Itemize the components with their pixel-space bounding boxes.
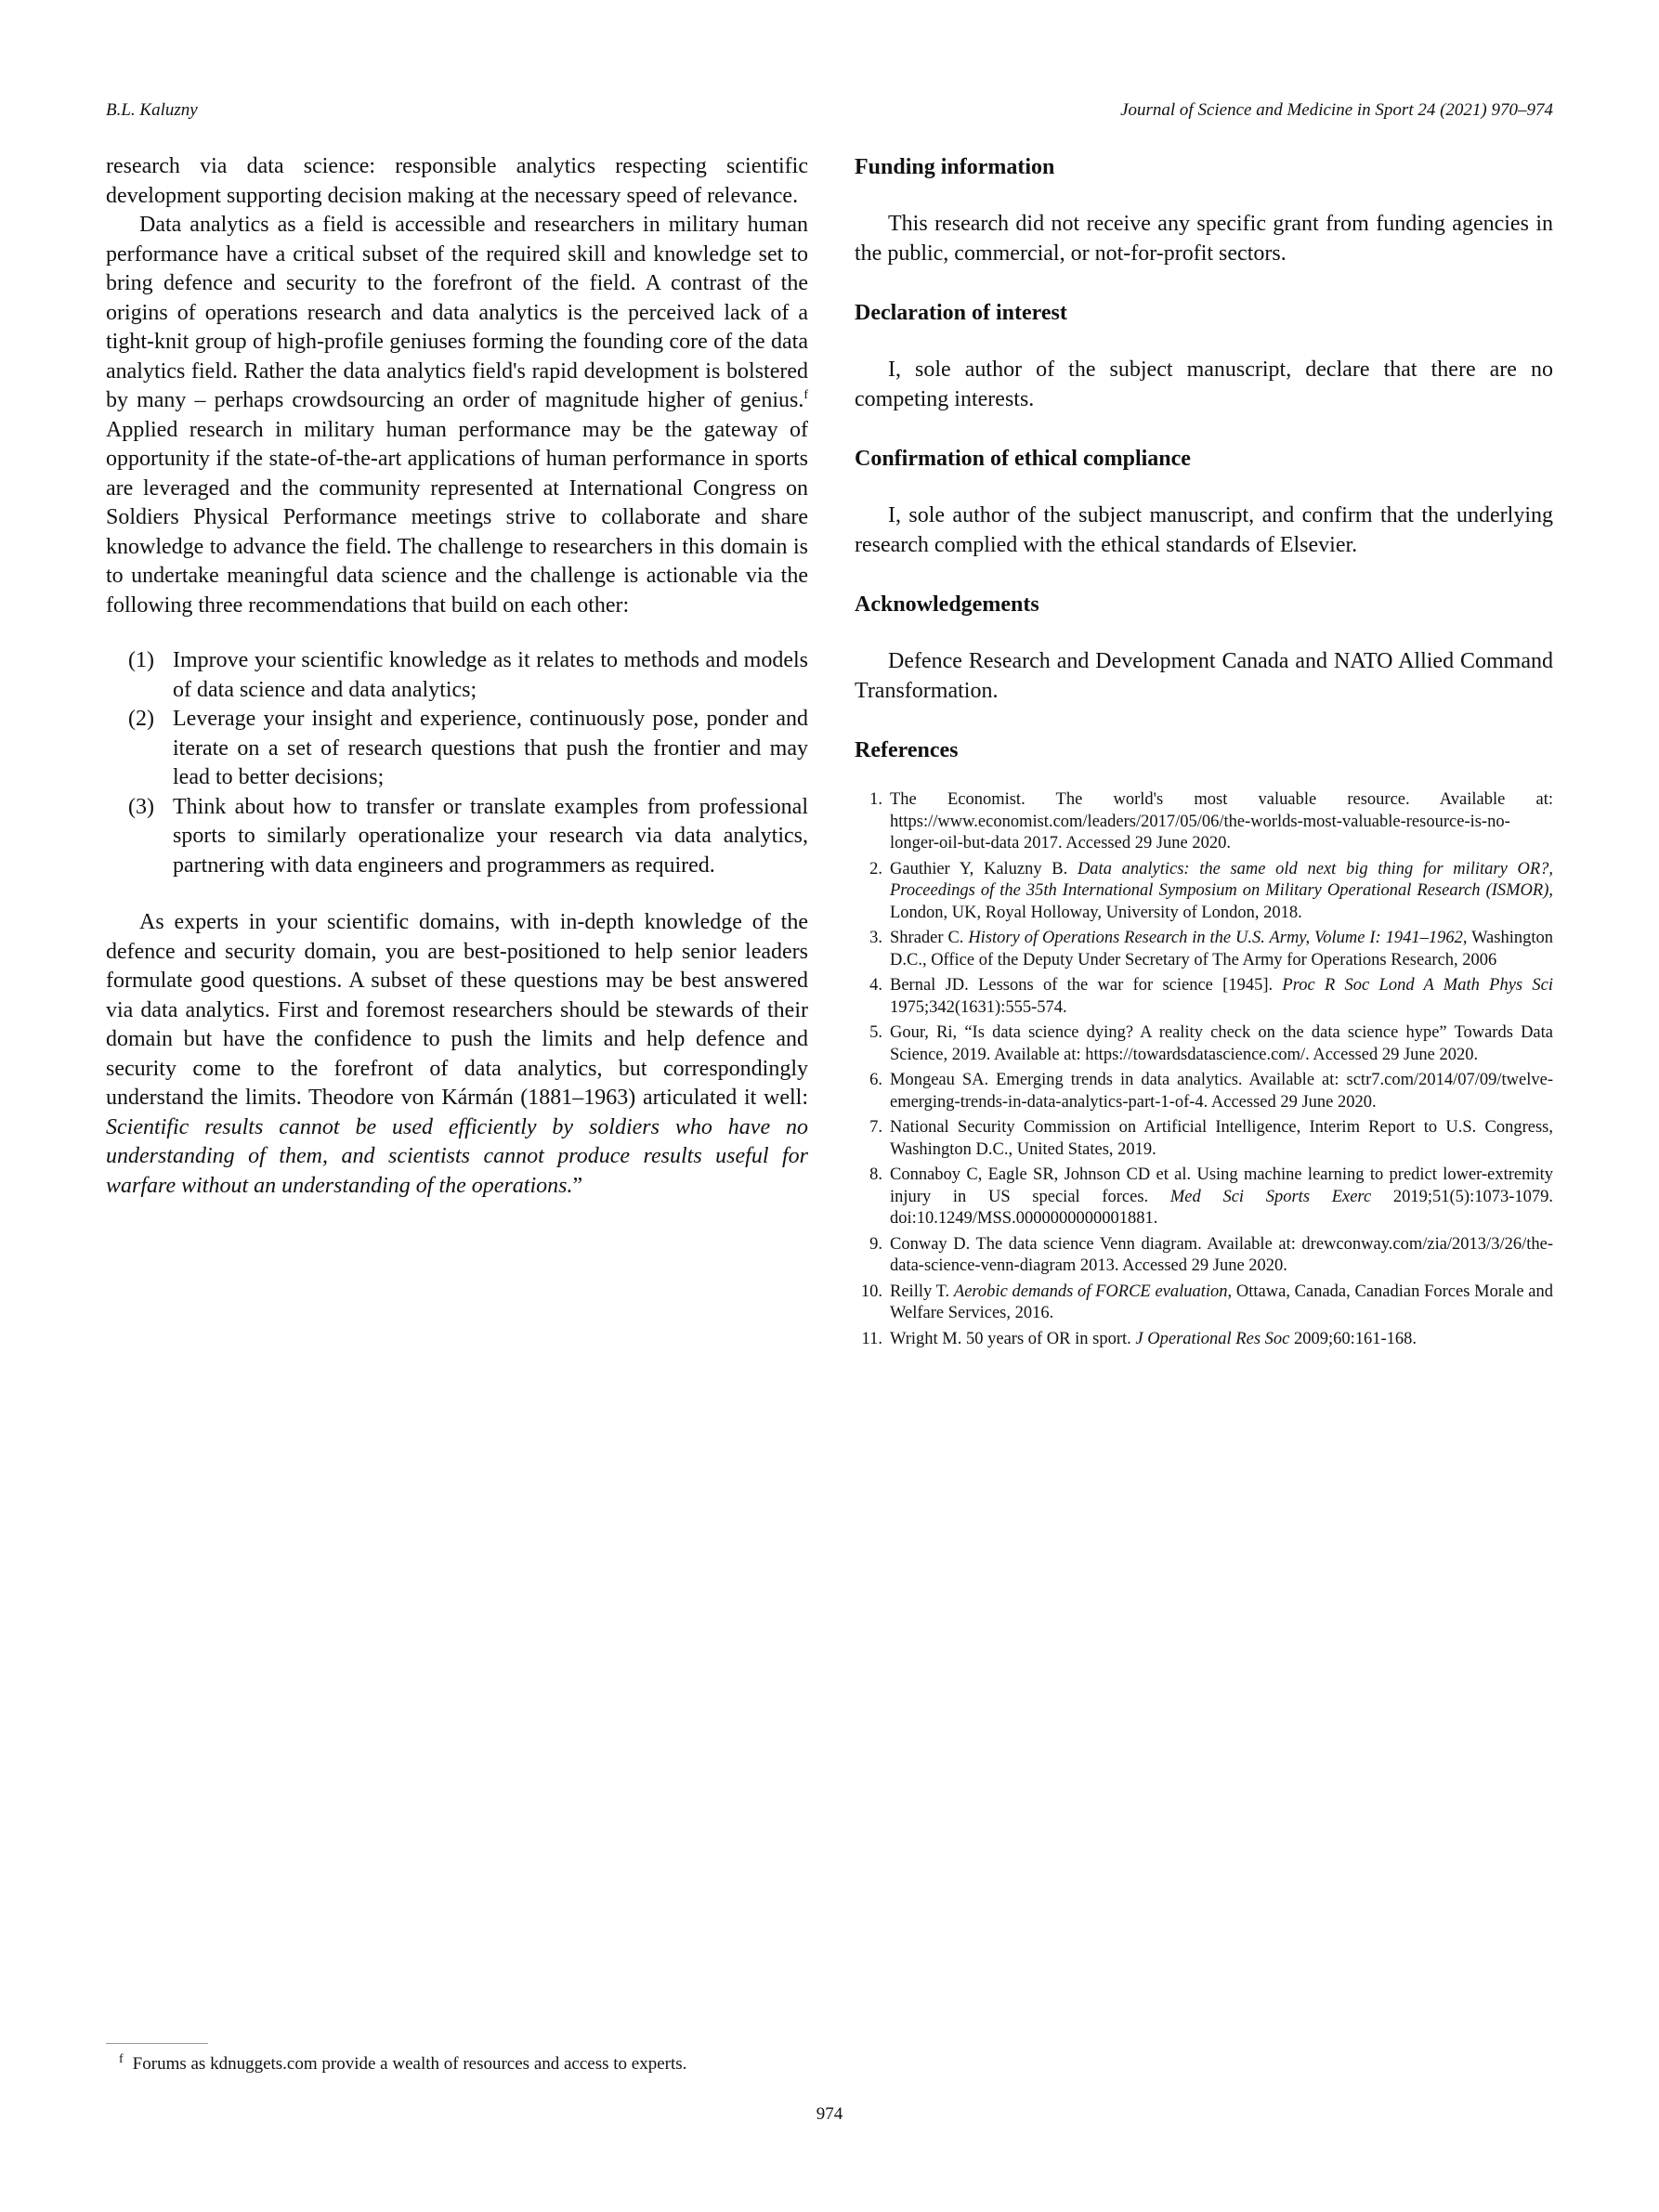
quote: Scientific results cannot be used efficiently by soldiers who have no understanding of them, and scientists cannot produce results useful for warfare without an understanding of the operations.	[106, 1114, 808, 1198]
footnote: $^f$ Forums as kdnuggets.com provide a wealth of resources and access to experts.	[119, 2051, 687, 2074]
section-title: Confirmation of ethical compliance	[855, 447, 1191, 471]
reference-item: 11. Wright M. 50 years of OR in sport. J Operational Res Soc 2009;60:161-168.	[861, 1329, 1417, 1348]
list-item: (3) Think about how to transfer or translate examples from professional sports to similarly operationalize your research via data analytics, partnering with data engineers and programmers as required.	[128, 794, 808, 878]
reference-item: 3. Shrader C. History of Operations Research in the U.S. Army, Volume I: 1941–1962, Washington D.C., Office of the Deputy Under Secretary of The Army for Operations Research, 2006	[869, 929, 1553, 969]
section-body: This research did not receive any specific grant from funding agencies in the public, commercial, or not-for-profit sectors.	[855, 212, 1553, 266]
references-list	[855, 789, 1553, 1350]
list-item: (2) Leverage your insight and experience, continuously pose, ponder and iterate on a set of research questions that push the frontier and may lead to better decisions;	[128, 707, 808, 789]
section-body: I, sole author of the subject manuscript, and confirm that the underlying research complied with the ethical standards of Elsevier.	[855, 503, 1553, 557]
reference-item: 4. Bernal JD. Lessons of the war for science [1945]. Proc R Soc Lond A Math Phys Sci 1975;342(1631):555-574.	[869, 976, 1553, 1017]
page-number: 974	[816, 2104, 843, 2124]
recommendations-list	[106, 646, 808, 880]
footnote-mark[interactable]: f	[803, 388, 808, 402]
footnote-divider	[106, 2043, 208, 2044]
reference-item: 6. Mongeau SA. Emerging trends in data analytics. Available at: sctr7.com/2014/07/09/twelve-emerging-trends-in-data-analytics-part-1-of-4. Accessed 29 June 2020.	[869, 1071, 1553, 1112]
reference-item: 8. Connaboy C, Eagle SR, Johnson CD et al. Using machine learning to predict lower-extremity injury in US special forces. Med Sci Sports Exerc 2019;51(5):1073-1079. doi:10.1249/MSS.0000000000001881.	[869, 1165, 1553, 1228]
right-column	[855, 152, 1553, 1354]
footnote-mark: f	[119, 2051, 124, 2066]
header-author: B.L. Kaluzny	[106, 100, 198, 120]
section-title: Funding information	[855, 155, 1055, 179]
section-title: Acknowledgements	[855, 592, 1039, 617]
paragraph: As experts in your scientific domains, with in-depth knowledge of the defence and security domain, you are best-positioned to help senior leaders formulate good questions. A subset of these questions may be best answered via data analytics. First and foremost researchers should be stewards of their domain but have the confidence to push the limits and help defence and security come to the forefront of data analytics, but correspondingly understand the limits. Theodore von Kármán (1881–1963) articulated it well: Scientific results cannot be used efficiently by soldiers who have no understanding of them, and scientists cannot produce results useful for warfare without an understanding of the operations.”	[106, 910, 808, 1198]
references-title: References	[855, 738, 959, 762]
reference-item: 9. Conway D. The data science Venn diagram. Available at: drewconway.com/zia/2013/3/26/the-data-science-venn-diagram 2013. Accessed 29 June 2020.	[869, 1234, 1553, 1275]
reference-item: 1. The Economist. The world's most valuable resource. Available at: https://www.economist.com/leaders/2017/05/06/the-worlds-most-valuable-resource-is-no-longer-oil-but-data 2017. Accessed 29 June 2020.	[869, 790, 1553, 852]
section-title: Declaration of interest	[855, 301, 1067, 325]
reference-item: 7. National Security Commission on Artificial Intelligence, Interim Report to U.S. Congress, Washington D.C., United States, 2019.	[869, 1118, 1553, 1159]
paragraph: research via data science: responsible analytics respecting scientific development supporting decision making at the necessary speed of relevance.	[106, 154, 808, 208]
reference-item: 10. Reilly T. Aerobic demands of FORCE evaluation, Ottawa, Canada, Canadian Forces Morale and Welfare Services, 2016.	[860, 1282, 1553, 1322]
reference-item: 5. Gour, Ri, “Is data science dying? A reality check on the data science hype” Towards Data Science, 2019. Available at: https://towardsdatascience.com/. Accessed 29 June 2020.	[869, 1023, 1553, 1064]
header-journal: Journal of Science and Medicine in Sport 24 (2021) 970–974	[1120, 100, 1553, 120]
section-body: I, sole author of the subject manuscript, declare that there are no competing interests.	[855, 358, 1553, 411]
list-item: (1) Improve your scientific knowledge as it relates to methods and models of data science and data analytics;	[128, 648, 808, 702]
section-body: Defence Research and Development Canada and NATO Allied Command Transformation.	[855, 649, 1553, 703]
reference-item: 2. Gauthier Y, Kaluzny B. Data analytics: the same old next big thing for military OR?, Proceedings of the 35th International Symposium on Military Operational Research (ISMOR), London, UK, Royal Holloway, University of London, 2018.	[869, 859, 1553, 922]
paragraph: Data analytics as a field is accessible and researchers in military human performance have a critical subset of the required skill and knowledge set to bring defence and security to the forefront of the field. A contrast of the origins of operations research and data analytics is the perceived lack of a tight-knit group of high-profile geniuses forming the founding core of the data analytics field. Rather the data analytics field's rapid development is bolstered by many – perhaps crowdsourcing an order of magnitude higher of genius.$^f$ Applied research in military human performance may be the gateway of opportunity if the state-of-the-art applications of human performance in sports are leveraged and the community represented at International Congress on Soldiers Physical Performance meetings strive to collaborate and share knowledge to advance the field. The challenge to researchers in this domain is to undertake meaningful data science and the challenge is actionable via the following three recommendations that build on each other:	[106, 213, 808, 618]
running-header	[106, 100, 1553, 128]
left-column	[106, 152, 808, 1201]
